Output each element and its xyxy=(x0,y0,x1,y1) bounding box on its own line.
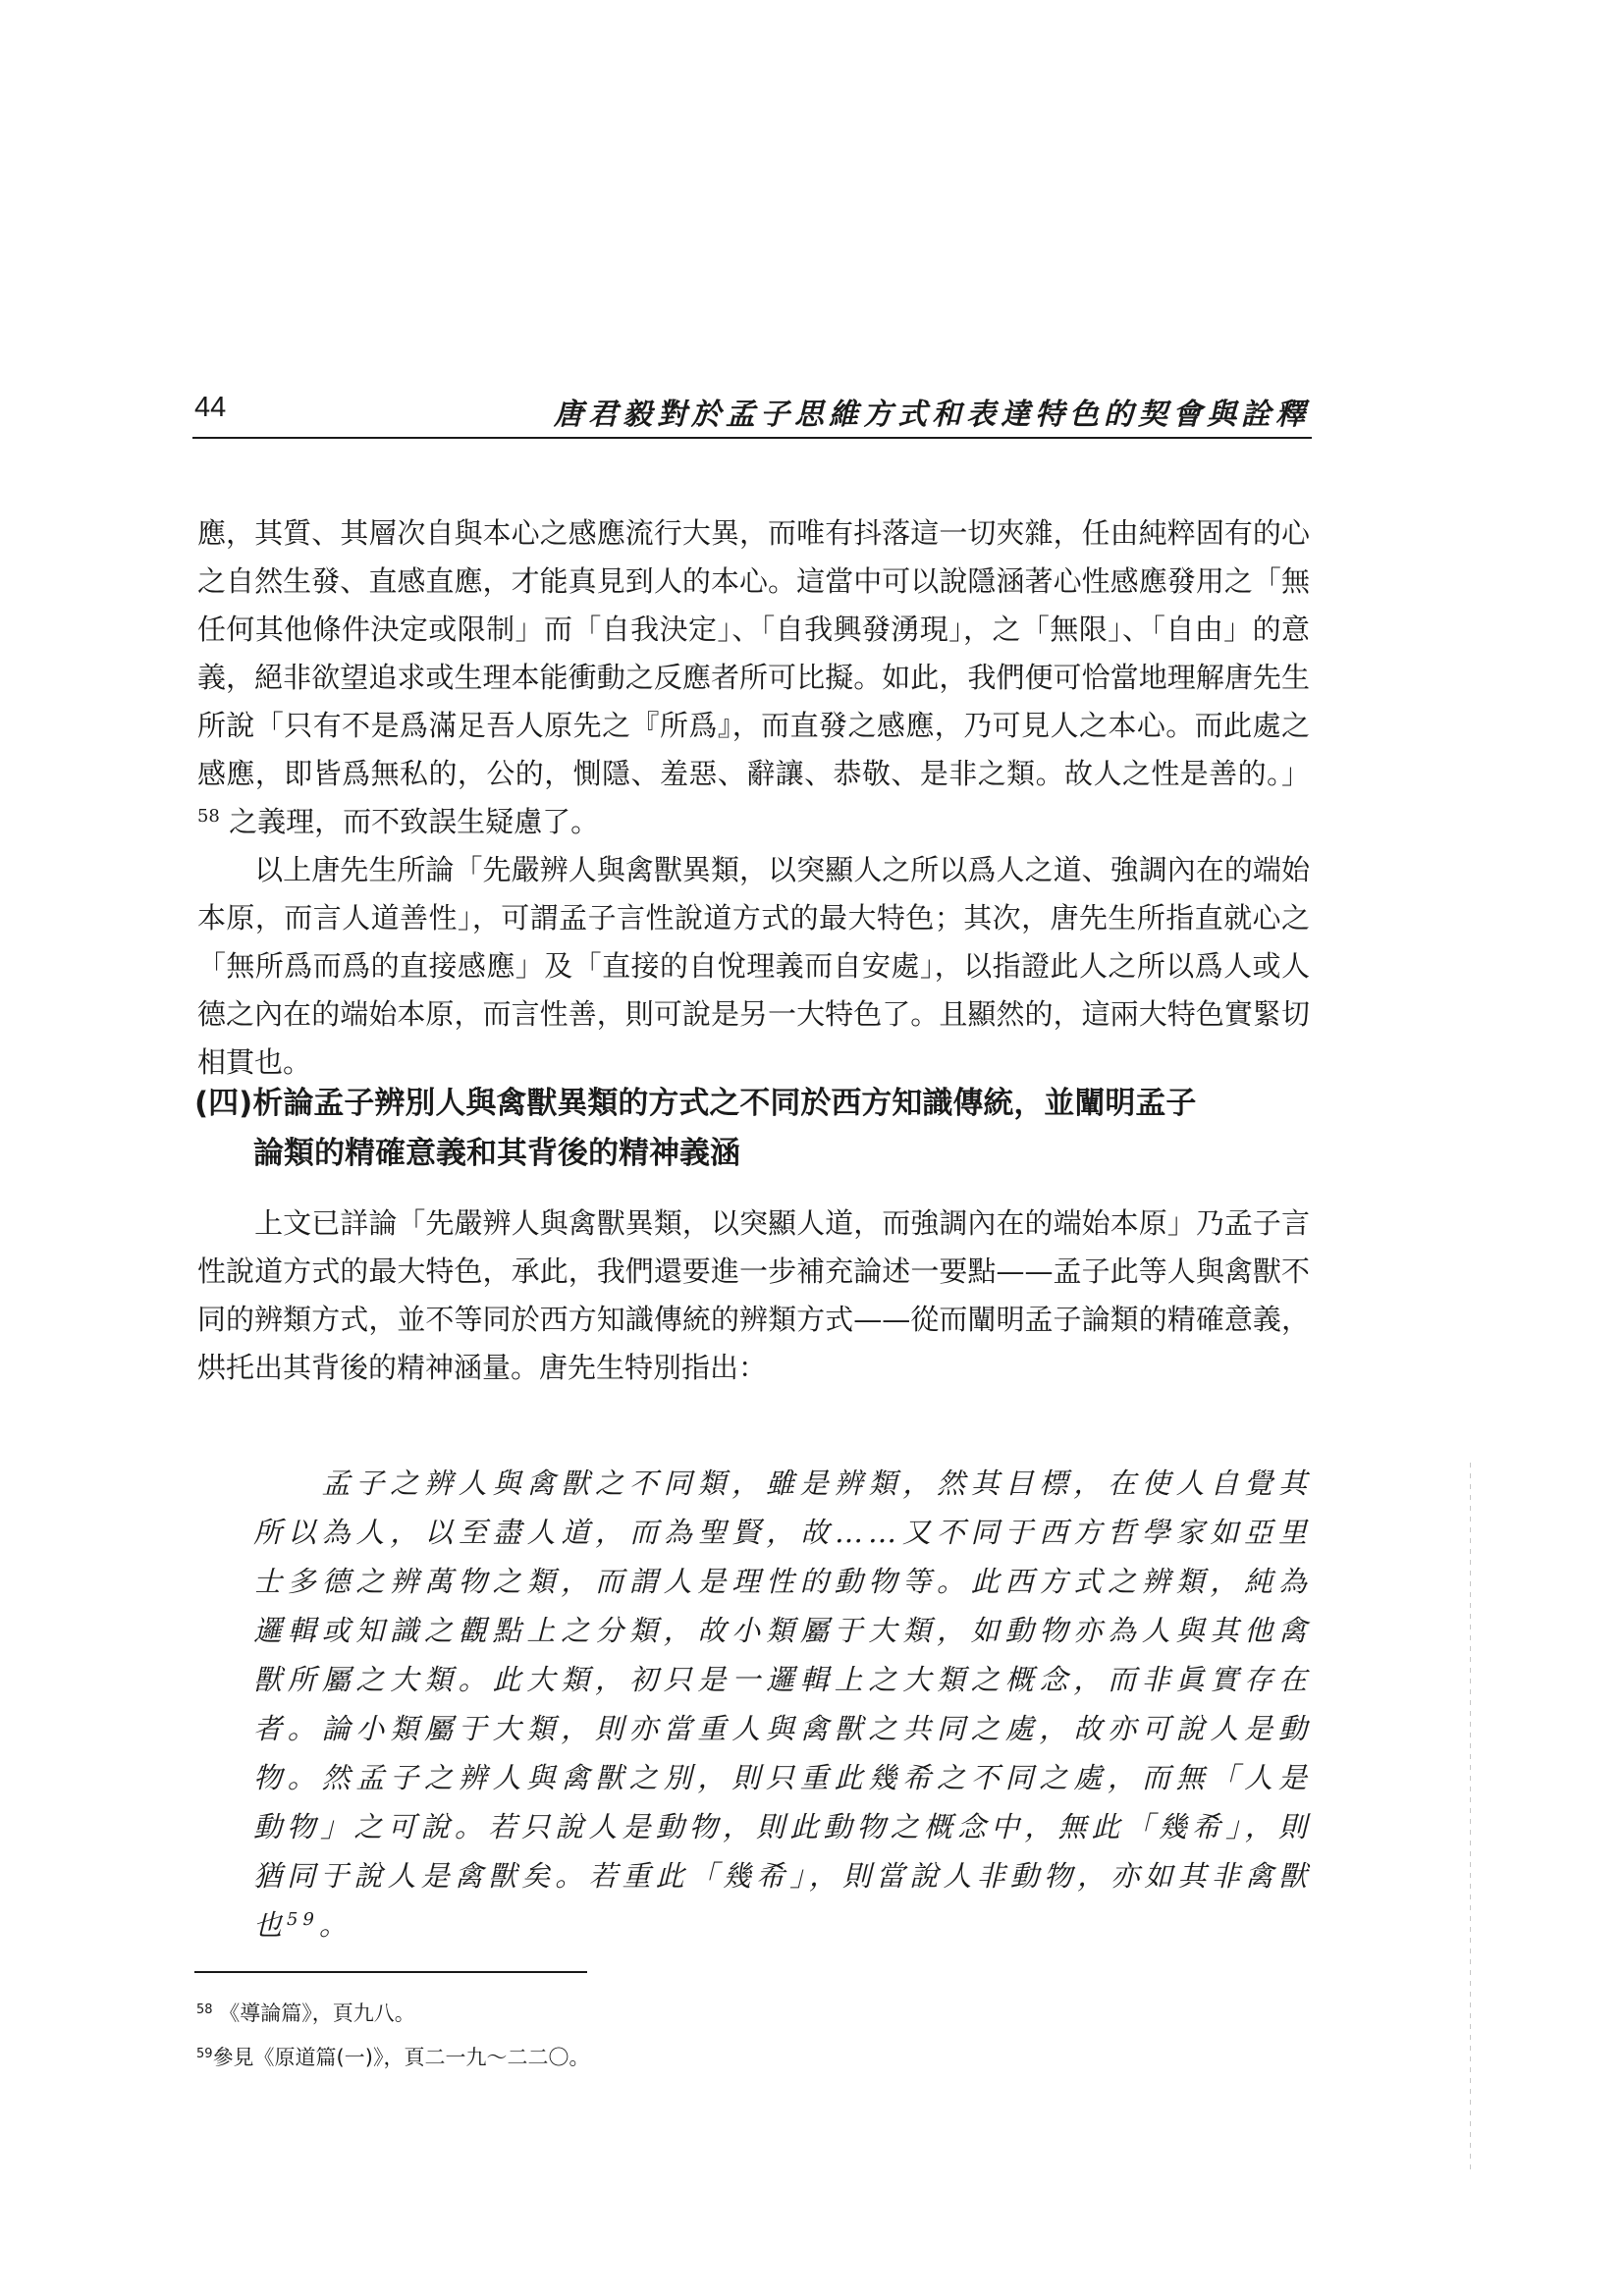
footnote-58-marker: 58 xyxy=(196,2002,213,2017)
footnote-59-text: 參見《原道篇(一)》，頁二一九～二二〇。 xyxy=(212,2046,590,2069)
section-heading-line-1: (四)析論孟子辨別人與禽獸異類的方式之不同於西方知識傳統，並闡明孟子 xyxy=(194,1086,1197,1121)
paragraph-1-text: 應，其質、其層次自與本心之感應流行大異，而唯有抖落這一切夾雜，任由純粹固有的心之自然生發、直感直應，才能真見到人的本心。這當中可以說隱涵著心性感應發用之「無任何其他條件決定或限制」而「自我決定」、「自我興發湧現」，之「無限」、「自由」的意義，絕非欲望追求或生理本能衝動之反應者所可比擬。如此，我們便可恰當地理解唐先生所說「只有不是爲滿足吾人原先之『所爲』，而直發之感應，乃可見人之本心。而此處之感應，即皆爲無私的，公的，惻隱、羞惡、辭讓、恭敬、是非之類。故人之性是善的。」 xyxy=(197,516,1310,790)
block-quote xyxy=(253,1459,1312,1949)
footnote-59 xyxy=(196,2042,589,2071)
page-header xyxy=(192,386,1312,439)
section-heading xyxy=(194,1079,1314,1179)
quote-end: 。 xyxy=(318,1908,352,1942)
footnote-ref-58: 58 xyxy=(197,806,220,828)
quote-text: 孟子之辨人與禽獸之不同類，雖是辨類，然其目標，在使人自覺其所以為人，以至盡人道，而為聖賢，故……又不同于西方哲學家如亞里士多德之辨萬物之類，而謂人是理性的動物等。此西方式之辨類，純為邏輯或知識之觀點上之分類，故小類屬于大類，如動物亦為人與其他禽獸所屬之大類。此大類，初只是一邏輯上之大類之概念，而非眞實存在者。論小類屬于大類，則亦當重人與禽獸之共同之處，故亦可說人是動物。然孟子之辨人與禽獸之別，則只重此幾希之不同之處，而無「人是動物」之可說。若只說人是動物，則此動物之概念中，無此「幾希」，則猶同于說人是禽獸矣。若重此「幾希」，則當說人非動物，亦如其非禽獸也 xyxy=(253,1467,1312,1942)
footnote-ref-59: 59 xyxy=(287,1909,319,1931)
footnote-58-text: 《導論篇》，頁九八。 xyxy=(219,2002,415,2025)
footnote-divider xyxy=(194,1971,587,1973)
footnote-58 xyxy=(196,1998,415,2027)
paragraph-text xyxy=(197,509,1310,846)
section-heading-line-2: 論類的精確意義和其背後的精神義涵 xyxy=(253,1136,740,1171)
body-paragraph-1 xyxy=(197,509,1310,846)
running-title: 唐君毅對於孟子思維方式和表達特色的契會與詮釋 xyxy=(554,398,1310,432)
paragraph-2-text: 以上唐先生所論「先嚴辨人與禽獸異類，以突顯人之所以爲人之道、強調內在的端始本原，而言人道善性」，可謂孟子言性說道方式的最大特色；其次，唐先生所指直就心之「無所爲而爲的直接感應」及「直接的自悅理義而自安處」，以指證此人之所以爲人或人德之內在的端始本原，而言性善，則可說是另一大特色了。且顯然的，這兩大特色實緊切相貫也。 xyxy=(197,853,1310,1079)
paragraph-1-tail: 之義理，而不致誤生疑慮了。 xyxy=(219,805,600,838)
footnote-59-marker: 59 xyxy=(196,2046,213,2061)
page-number: 44 xyxy=(194,392,227,423)
paragraph-3-text: 上文已詳論「先嚴辨人與禽獸異類，以突顯人道，而強調內在的端始本原」乃孟子言性說道方式的最大特色，承此，我們還要進一步補充論述一要點——孟子此等人與禽獸不同的辨類方式，並不等同於西方知識傳統的辨類方式——從而闡明孟子論類的精確意義，烘托出其背後的精神涵量。唐先生特別指出： xyxy=(197,1206,1310,1384)
body-paragraph-3 xyxy=(197,1200,1310,1392)
scan-edge-line xyxy=(1470,1463,1471,2169)
body-paragraph-2 xyxy=(197,846,1310,1087)
